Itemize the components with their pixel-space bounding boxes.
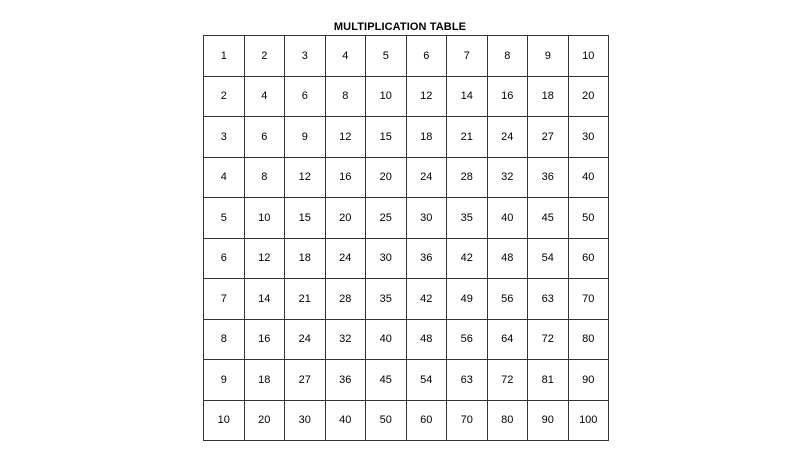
table-cell: 6 [244, 117, 285, 158]
table-cell: 18 [285, 238, 326, 279]
table-cell: 8 [487, 36, 528, 77]
table-cell: 72 [487, 360, 528, 401]
table-row [204, 36, 609, 77]
table-cell: 48 [406, 319, 447, 360]
table-row [204, 157, 609, 198]
grid-body [204, 36, 609, 441]
table-cell: 32 [325, 319, 366, 360]
table-cell: 12 [325, 117, 366, 158]
table-cell: 70 [568, 279, 609, 320]
table-row [204, 117, 609, 158]
table-cell: 20 [325, 198, 366, 239]
table-cell: 40 [487, 198, 528, 239]
table-cell: 7 [204, 279, 245, 320]
table-cell: 30 [285, 400, 326, 441]
table-cell: 8 [325, 76, 366, 117]
table-cell: 16 [487, 76, 528, 117]
table-row [204, 238, 609, 279]
table-cell: 70 [447, 400, 488, 441]
table-cell: 35 [366, 279, 407, 320]
table-cell: 40 [325, 400, 366, 441]
table-cell: 36 [325, 360, 366, 401]
table-cell: 15 [285, 198, 326, 239]
table-cell: 28 [325, 279, 366, 320]
table-cell: 90 [528, 400, 569, 441]
table-cell: 24 [285, 319, 326, 360]
table-row [204, 360, 609, 401]
table-cell: 10 [244, 198, 285, 239]
table-cell: 54 [528, 238, 569, 279]
table-cell: 45 [528, 198, 569, 239]
table-cell: 28 [447, 157, 488, 198]
table-cell: 90 [568, 360, 609, 401]
table-cell: 9 [528, 36, 569, 77]
table-cell: 2 [204, 76, 245, 117]
table-cell: 63 [528, 279, 569, 320]
table-cell: 16 [325, 157, 366, 198]
table-cell: 36 [406, 238, 447, 279]
table-cell: 45 [366, 360, 407, 401]
table-cell: 81 [528, 360, 569, 401]
table-cell: 27 [528, 117, 569, 158]
multiplication-grid [203, 35, 609, 441]
table-cell: 14 [447, 76, 488, 117]
table-cell: 24 [325, 238, 366, 279]
table-cell: 18 [528, 76, 569, 117]
table-cell: 56 [487, 279, 528, 320]
table-row [204, 279, 609, 320]
table-cell: 15 [366, 117, 407, 158]
table-cell: 9 [285, 117, 326, 158]
table-cell: 63 [447, 360, 488, 401]
table-cell: 4 [325, 36, 366, 77]
table-row [204, 400, 609, 441]
table-cell: 80 [487, 400, 528, 441]
table-cell: 20 [568, 76, 609, 117]
table-cell: 6 [406, 36, 447, 77]
table-cell: 35 [447, 198, 488, 239]
table-cell: 7 [447, 36, 488, 77]
table-cell: 64 [487, 319, 528, 360]
page-title: MULTIPLICATION TABLE [333, 21, 467, 33]
table-cell: 18 [406, 117, 447, 158]
table-cell: 2 [244, 36, 285, 77]
table-cell: 16 [244, 319, 285, 360]
table-cell: 27 [285, 360, 326, 401]
table-row [204, 76, 609, 117]
table-cell: 49 [447, 279, 488, 320]
table-cell: 18 [244, 360, 285, 401]
table-cell: 60 [406, 400, 447, 441]
table-cell: 12 [406, 76, 447, 117]
table-cell: 80 [568, 319, 609, 360]
table-cell: 10 [366, 76, 407, 117]
table-cell: 1 [204, 36, 245, 77]
table-cell: 6 [204, 238, 245, 279]
table-cell: 8 [204, 319, 245, 360]
table-cell: 8 [244, 157, 285, 198]
table-cell: 4 [204, 157, 245, 198]
table-cell: 10 [568, 36, 609, 77]
table-cell: 5 [204, 198, 245, 239]
table-cell: 32 [487, 157, 528, 198]
table-cell: 3 [285, 36, 326, 77]
table-cell: 5 [366, 36, 407, 77]
table-cell: 21 [447, 117, 488, 158]
table-cell: 12 [285, 157, 326, 198]
table-cell: 36 [528, 157, 569, 198]
table-cell: 40 [366, 319, 407, 360]
table-cell: 50 [568, 198, 609, 239]
table-cell: 42 [447, 238, 488, 279]
table-cell: 21 [285, 279, 326, 320]
table-cell: 25 [366, 198, 407, 239]
table-cell: 3 [204, 117, 245, 158]
table-cell: 40 [568, 157, 609, 198]
table-cell: 4 [244, 76, 285, 117]
table-cell: 12 [244, 238, 285, 279]
table-row [204, 198, 609, 239]
table-cell: 48 [487, 238, 528, 279]
table-cell: 54 [406, 360, 447, 401]
table-cell: 30 [406, 198, 447, 239]
table-cell: 24 [406, 157, 447, 198]
table-cell: 9 [204, 360, 245, 401]
table-cell: 30 [568, 117, 609, 158]
table-cell: 100 [568, 400, 609, 441]
table-cell: 10 [204, 400, 245, 441]
table-cell: 50 [366, 400, 407, 441]
table-cell: 56 [447, 319, 488, 360]
table-cell: 42 [406, 279, 447, 320]
table-cell: 14 [244, 279, 285, 320]
table-cell: 24 [487, 117, 528, 158]
table-cell: 20 [244, 400, 285, 441]
table-cell: 72 [528, 319, 569, 360]
table-cell: 60 [568, 238, 609, 279]
table-cell: 30 [366, 238, 407, 279]
table-row [204, 319, 609, 360]
table-cell: 20 [366, 157, 407, 198]
table-cell: 6 [285, 76, 326, 117]
